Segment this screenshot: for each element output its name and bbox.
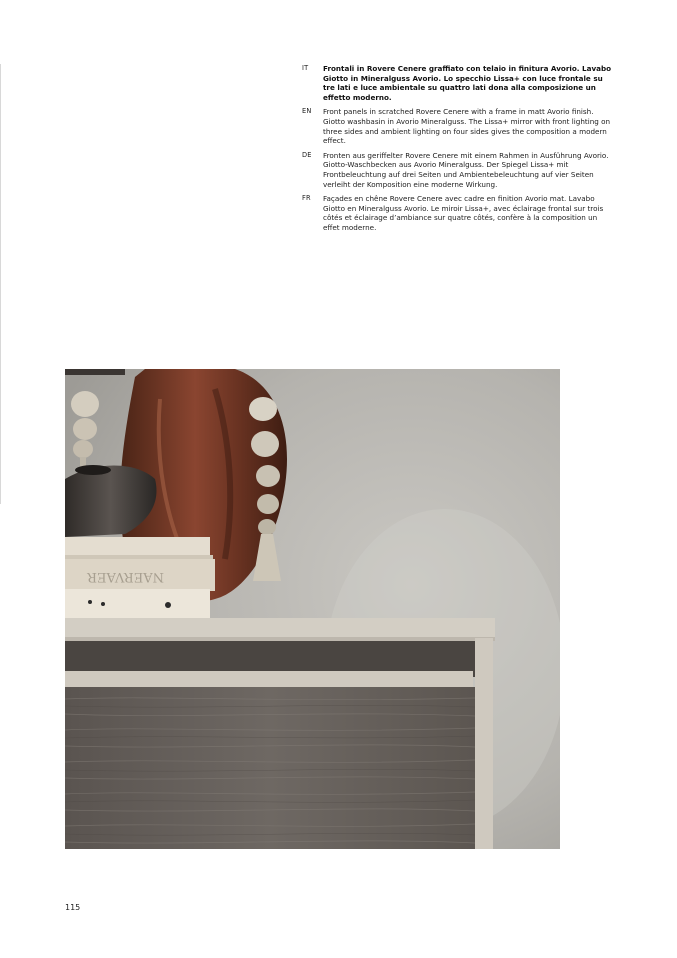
description-text: Front panels in scratched Rovere Cenere with a frame in matt Avorio finish. Giotto washbasin in Avorio Mineralguss. The Lissa+ mirror with front lighting on three sides and ambient lighting on four sides gives the composition a modern effect. [323,107,611,146]
description-de [302,151,614,189]
language-code: DE [302,150,312,159]
language-code: EN [302,107,312,116]
vanity-cabinet [65,618,495,849]
page-number: 115 [65,903,81,912]
page-edge-line [0,64,1,504]
description-block [302,64,614,238]
language-code: FR [302,194,311,203]
description-text: Fronten aus geriffelter Rovere Cenere mit einem Rahmen in Ausführung Avorio. Giotto-Waschbecken aus Avorio Mineralguss. Der Spiegel Lissa+ mit Frontbeleuchtung auf drei Seiten und Ambientebeleuchtung auf vier Seiten verleiht der Komposition eine moderne Wirkung. [323,150,609,189]
book-spine-title: NAERVAER [87,569,164,584]
vanity-top [65,618,495,638]
description-fr [302,194,614,232]
frame-strip [65,369,125,375]
description-text: Façades en chêne Rovere Cenere avec cadre en finition Avorio mat. Lavabo Giotto en Mineralguss Avorio. Le miroir Lissa+, avec éclairage frontal sur trois côtés et éclairage d’ambiance sur quatre côtés, confère à la composition un effet moderne. [323,194,604,232]
description-en [302,107,614,145]
description-it [302,64,614,102]
language-code: IT [302,64,309,72]
description-text: Frontali in Rovere Cenere graffiato con telaio in finitura Avorio. Lavabo Giotto in Mineralguss Avorio. Lo specchio Lissa+ con luce frontale su tre lati e luce ambientale su quattro lati dona alla composizione un effetto moderno. [323,64,612,102]
cabinet-frame [475,638,493,849]
book-stack [65,537,215,619]
product-photo [65,369,560,849]
